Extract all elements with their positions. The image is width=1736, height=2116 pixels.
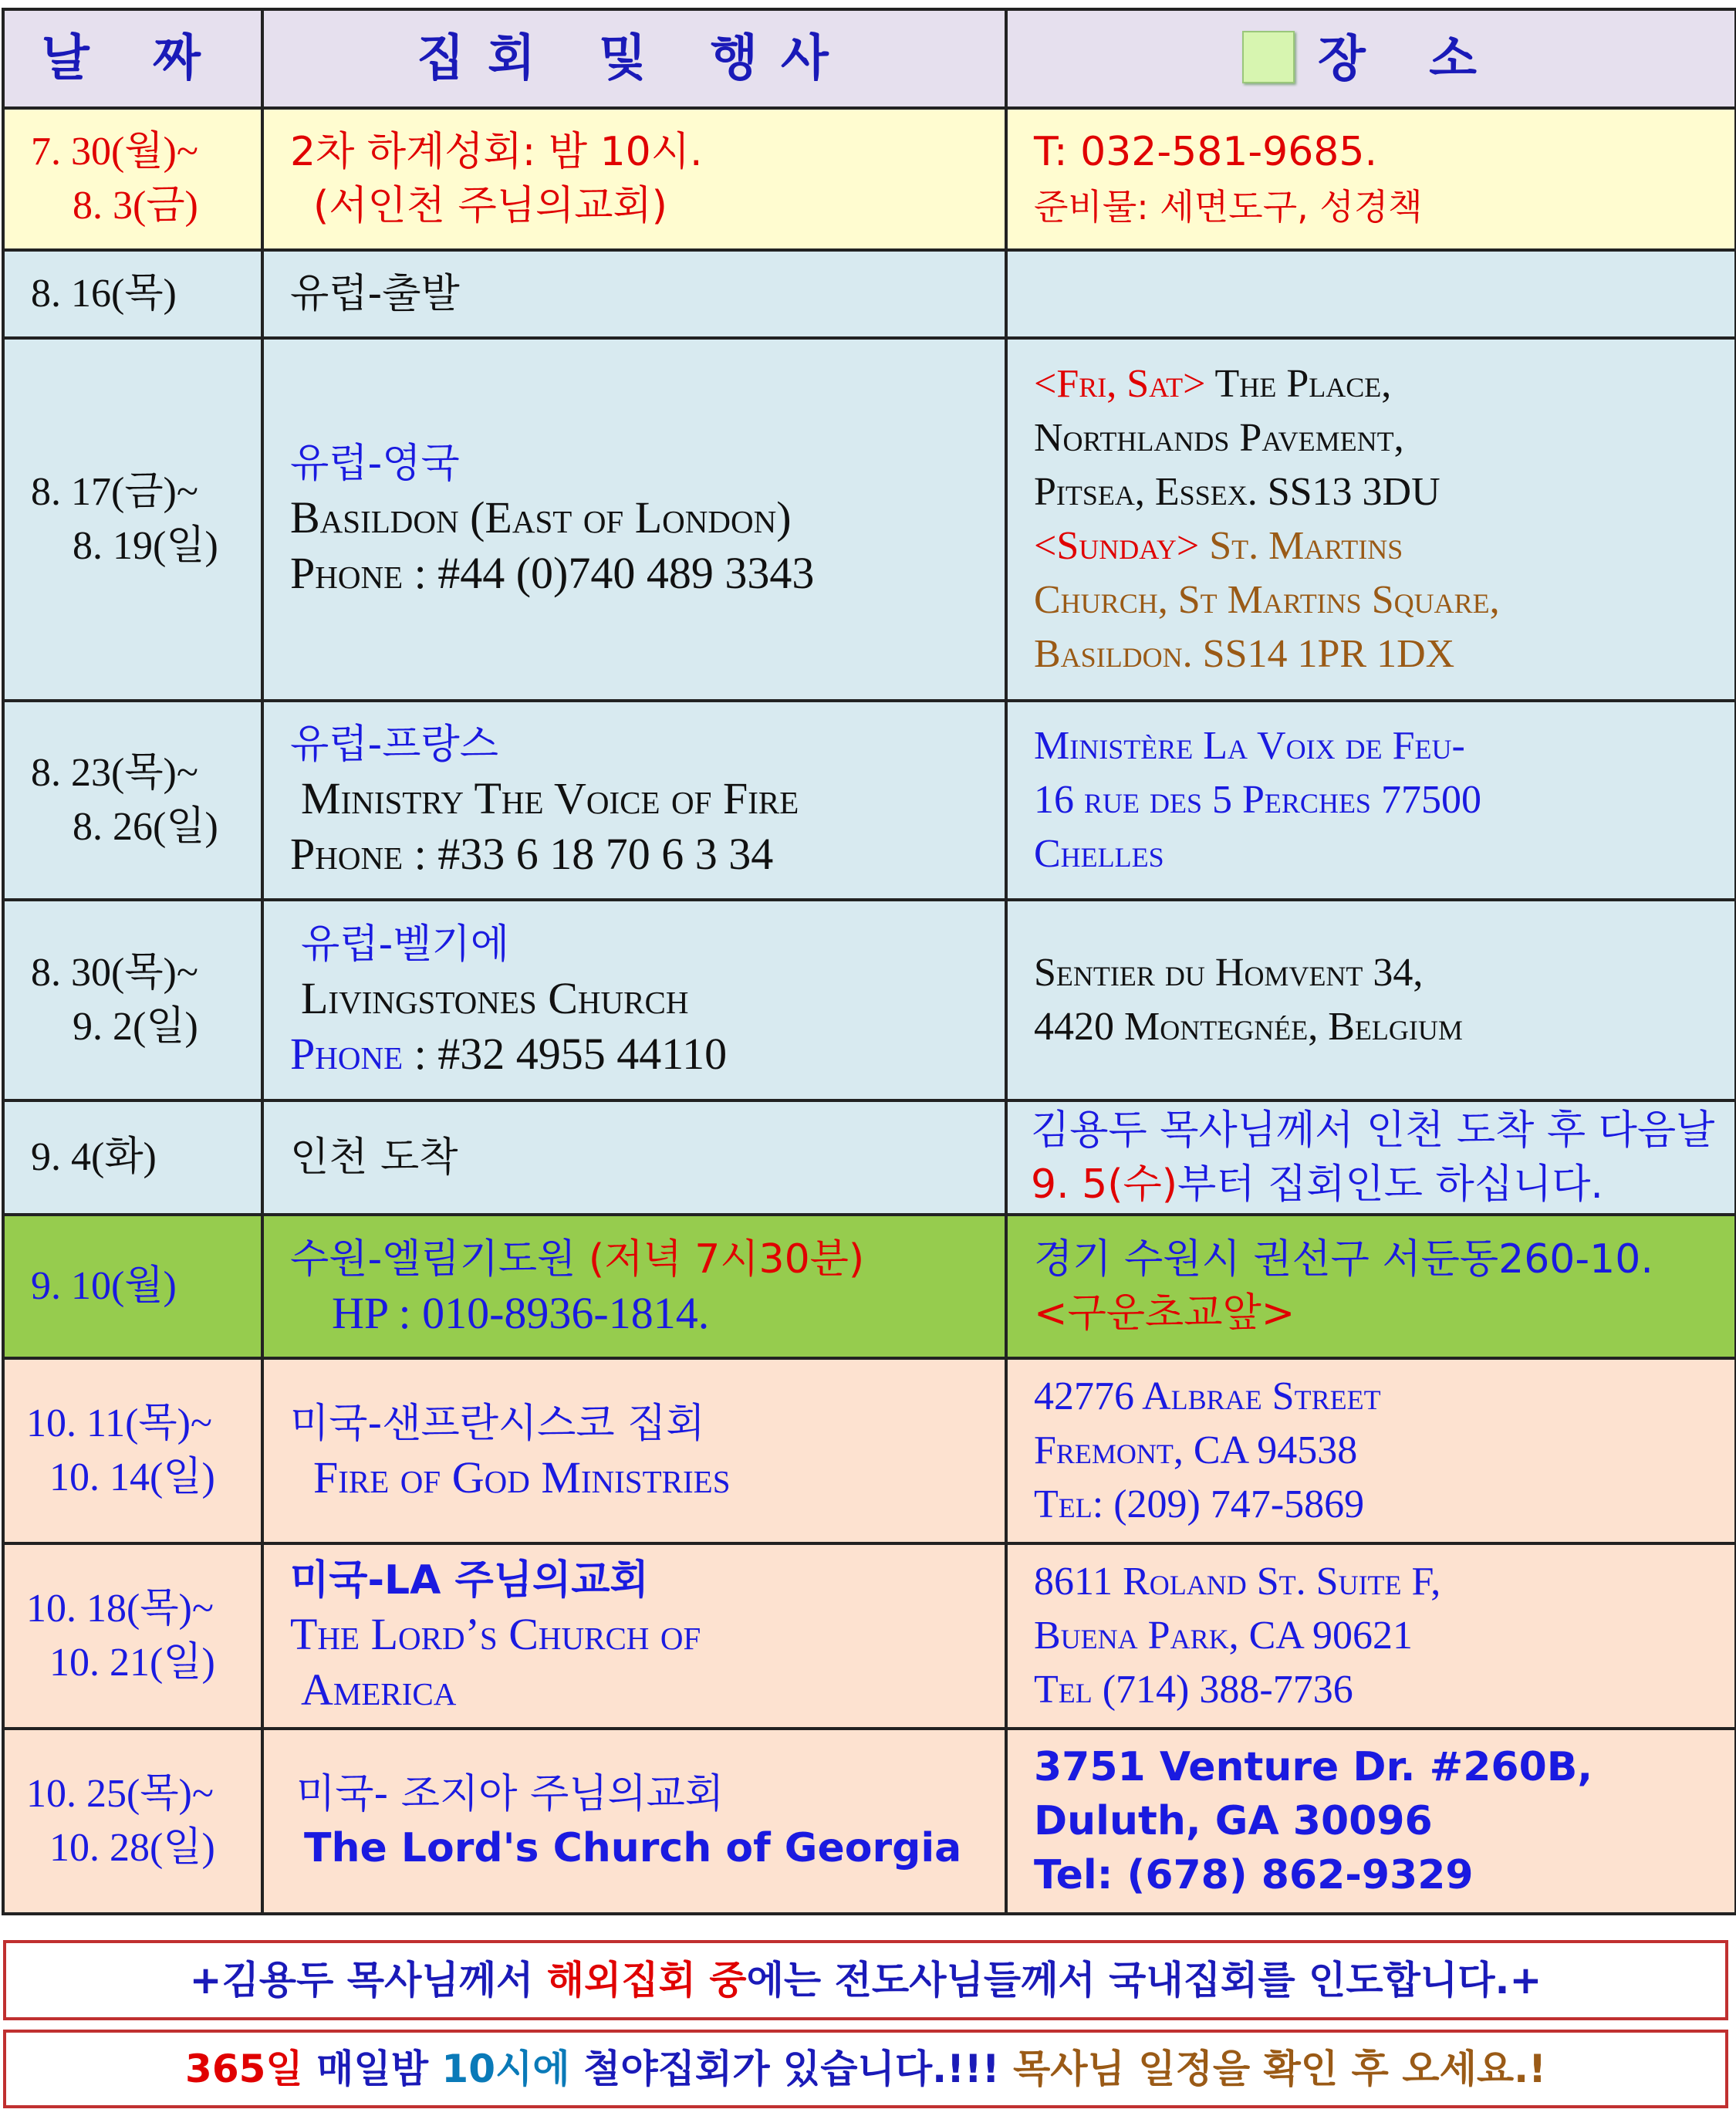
- event-phone: Phone : #44 (0)740 489 3343: [290, 548, 815, 598]
- event-location: Livingstones Church: [301, 973, 689, 1023]
- table-row: [3, 1215, 1736, 1358]
- table-row: [3, 1358, 1736, 1543]
- place-line: 8611 Roland St. Suite F,: [1034, 1560, 1441, 1604]
- place-date: 9. 5(수): [1031, 1161, 1178, 1208]
- place-cell: [1006, 1215, 1736, 1358]
- event-title: 유럽-출발: [290, 271, 460, 317]
- place-line: 42776 Albrae Street: [1034, 1374, 1381, 1418]
- place-days-label: <Fri, Sat>: [1034, 362, 1206, 406]
- date-end: 9. 2(일): [73, 1005, 198, 1049]
- event-title: 미국- 조지아 주님의교회: [296, 1771, 724, 1817]
- banner-text: +김용두 목사님께서: [189, 1958, 547, 2003]
- date-cell: [3, 338, 262, 701]
- table-row: [3, 701, 1736, 900]
- event-cell: [262, 900, 1006, 1100]
- table-row: [3, 1729, 1736, 1914]
- date-cell: [3, 108, 262, 250]
- event-title: 인천 도착: [290, 1134, 458, 1181]
- banner-highlight: 해외집회 중: [546, 1958, 747, 2003]
- place-cell: [1006, 250, 1736, 338]
- place-line: Ministère La Voix de Feu-: [1034, 724, 1465, 768]
- header-date: 날 짜: [3, 9, 262, 108]
- event-title: 유럽-영국: [290, 441, 460, 487]
- place-cell: [1006, 1729, 1736, 1914]
- event-title: 수원-엘림기도원: [290, 1236, 576, 1283]
- schedule-table: [2, 8, 1736, 1915]
- place-cell: [1006, 1358, 1736, 1543]
- event-location: The Lord’s Church of: [290, 1609, 701, 1659]
- event-title: 2차 하계성회: 밤 10시.: [290, 129, 703, 175]
- date-cell: [3, 1729, 262, 1914]
- header-event: 집회 및 행사: [262, 9, 1006, 108]
- event-cell: [262, 338, 1006, 701]
- place-days-label: <Sunday>: [1034, 524, 1200, 568]
- event-location: America: [301, 1665, 457, 1715]
- date-cell: [3, 1215, 262, 1358]
- table-row: [3, 1100, 1736, 1215]
- notice-banner-nightly: [3, 2030, 1728, 2108]
- event-cell: [262, 701, 1006, 900]
- event-title: 미국-LA 주님의교회: [290, 1557, 649, 1604]
- event-cell: [262, 1358, 1006, 1543]
- event-phone: : #32 4955 44110: [403, 1029, 728, 1079]
- event-title: 유럽-벨기에: [301, 921, 509, 968]
- event-location: The Lord's Church of Georgia: [304, 1825, 962, 1871]
- event-time: (저녁 7시30분): [576, 1236, 865, 1283]
- date-start: 9. 4(화): [31, 1135, 157, 1179]
- date-end: 10. 28(일): [49, 1826, 215, 1870]
- event-phone: Phone : #33 6 18 70 6 3 34: [290, 829, 774, 879]
- table-row: [3, 900, 1736, 1100]
- banner-highlight: 365일: [185, 2047, 303, 2091]
- event-cell: [262, 1215, 1006, 1358]
- place-cell: [1006, 701, 1736, 900]
- place-phone: T: 032-581-9685.: [1034, 129, 1377, 175]
- event-phone: HP : 010-8936-1814.: [332, 1288, 710, 1338]
- event-cell: [262, 108, 1006, 250]
- event-cell: [262, 250, 1006, 338]
- event-location: Ministry The Voice of Fire: [301, 773, 799, 823]
- header-place-label: 장 소: [1318, 31, 1500, 88]
- event-phone-label: Phone: [290, 1029, 404, 1079]
- place-note: 부터 집회인도 하십니다.: [1177, 1161, 1603, 1208]
- event-cell: [262, 1543, 1006, 1729]
- date-end: 8. 19(일): [73, 524, 218, 568]
- table-row: [3, 1543, 1736, 1729]
- place-line: Northlands Pavement,: [1034, 416, 1404, 460]
- place-line: Tel (714) 388-7736: [1034, 1668, 1353, 1712]
- place-note: 준비물: 세면도구, 성경책: [1034, 186, 1423, 228]
- table-row: [3, 250, 1736, 338]
- event-title: 미국-샌프란시스코 집회: [290, 1401, 705, 1447]
- event-location: Fire of God Ministries: [313, 1452, 731, 1502]
- table-row: [3, 338, 1736, 701]
- header-place: [1006, 9, 1736, 108]
- place-line: Tel: (209) 747-5869: [1034, 1482, 1365, 1526]
- place-line: Pitsea, Essex. SS13 3DU: [1034, 470, 1440, 514]
- event-cell: [262, 1729, 1006, 1914]
- place-cell: [1006, 1100, 1736, 1215]
- banner-highlight: 10시에: [441, 2047, 570, 2091]
- date-cell: [3, 250, 262, 338]
- place-line: Basildon. SS14 1PR 1DX: [1034, 632, 1455, 676]
- place-line: Fremont, CA 94538: [1034, 1428, 1358, 1472]
- place-line: 3751 Venture Dr. #260B,: [1034, 1744, 1593, 1790]
- place-line: Sentier du Homvent 34,: [1034, 951, 1424, 995]
- place-line: Buena Park, CA 90621: [1034, 1614, 1413, 1658]
- date-end: 10. 14(일): [49, 1455, 215, 1499]
- place-landmark: <구운초교앞>: [1034, 1290, 1295, 1337]
- place-line: 16 rue des 5 Perches 77500: [1034, 778, 1481, 822]
- place-line: Chelles: [1034, 832, 1164, 876]
- place-line: Tel: (678) 862-9329: [1034, 1852, 1474, 1898]
- event-title: 유럽-프랑스: [290, 722, 498, 768]
- banner-text: 에는 전도사님들께서 국내집회를 인도합니다.+: [746, 1958, 1542, 2003]
- place-note: 김용두 목사님께서 인천 도착 후 다음날: [1031, 1107, 1715, 1154]
- place-line: St. Martins: [1199, 524, 1403, 568]
- place-cell: [1006, 108, 1736, 250]
- date-start: 8. 23(목)~: [31, 751, 198, 795]
- event-location: Basildon (East of London): [290, 492, 792, 543]
- place-line: Church, St Martins Square,: [1034, 578, 1500, 622]
- header-row: [3, 9, 1736, 108]
- place-line: 경기 수원시 권선구 서둔동260-10.: [1034, 1236, 1653, 1283]
- date-start: 7. 30(월)~: [31, 130, 198, 174]
- date-cell: [3, 1543, 262, 1729]
- place-line: The Place,: [1205, 362, 1392, 406]
- date-cell: [3, 1100, 262, 1215]
- date-end: 10. 21(일): [49, 1641, 215, 1685]
- place-cell: [1006, 338, 1736, 701]
- date-end: 8. 3(금): [73, 184, 198, 228]
- green-square-icon: [1242, 31, 1295, 83]
- banner-text: 매일밤: [302, 2047, 442, 2091]
- date-start: 10. 25(목)~: [26, 1772, 214, 1816]
- date-end: 8. 26(일): [73, 805, 218, 849]
- banner-text: 철야집회가 있습니다.!!!: [569, 2047, 1013, 2091]
- date-start: 9. 10(월): [31, 1264, 177, 1308]
- banner-highlight: 목사님 일정을 확인 후 오세요.!: [1012, 2047, 1546, 2091]
- place-cell: [1006, 1543, 1736, 1729]
- date-start: 10. 18(목)~: [26, 1587, 214, 1631]
- notice-banner-overseas: [3, 1940, 1728, 2020]
- date-cell: [3, 900, 262, 1100]
- event-cell: [262, 1100, 1006, 1215]
- place-line: Duluth, GA 30096: [1034, 1798, 1433, 1844]
- date-cell: [3, 1358, 262, 1543]
- date-start: 8. 30(목)~: [31, 951, 198, 995]
- table-row: [3, 108, 1736, 250]
- date-start: 10. 11(목)~: [26, 1401, 213, 1445]
- date-cell: [3, 701, 262, 900]
- place-line: 4420 Montegnée, Belgium: [1034, 1005, 1463, 1049]
- date-start: 8. 17(금)~: [31, 470, 198, 514]
- place-cell: [1006, 900, 1736, 1100]
- event-venue: (서인천 주님의교회): [313, 183, 667, 229]
- date-start: 8. 16(목): [31, 272, 177, 316]
